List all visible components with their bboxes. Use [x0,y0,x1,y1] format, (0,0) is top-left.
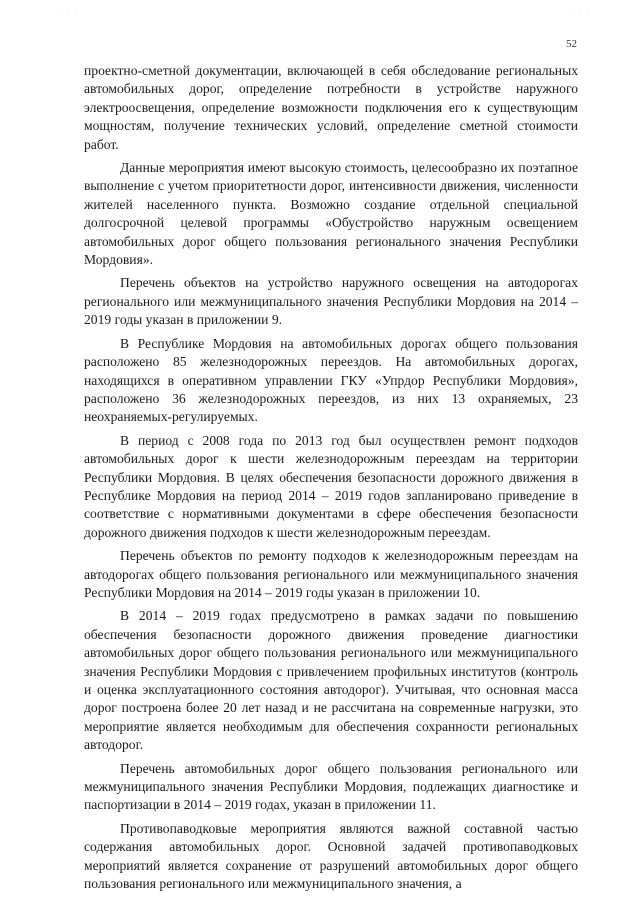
paragraph: Перечень объектов по ремонту подходов к железнодорожным переездам на автодорогах общего пользования регионального или межмуниципального значения Республики Мордовия на 2014 – 2019 годы указан в приложении 10. [84,548,578,600]
paragraph: проектно-сметной документации, включающей в себя обследование региональных автомобильных дорог, определение потребности в устройстве наружного электроосвещения, определение возможности подключения его к существующим мощностям, получение технических условий, определение сметной стоимости работ. [84,63,578,152]
paragraph: Перечень автомобильных дорог общего пользования регионального или межмуниципального значения Республики Мордовия, подлежащих диагностике и паспортизации в 2014 – 2019 годах, указан в приложении 11. [84,760,578,813]
paragraph: В 2014 – 2019 годах предусмотрено в рамках задачи по повышению обеспечения безопасности дорожного движения проведение диагностики автомобильных дорог общего пользования регионального или межмуниципального значения Республики Мордовия с привлечением профильных институтов (контроль и оценка эксплуатационного состояния автодорог). Учитывая, что основная масса дорог построена более 20 лет назад и не рассчитана на современные нагрузки, это мероприятие является необходимым для обеспечения сохранности региональных автодорог. [84,608,578,753]
paragraph: Перечень объектов на устройство наружного освещения на автодорогах регионального или межмуниципального значения Республики Мордовия на 2014 – 2019 годы указан в приложении 9. [84,275,578,328]
paragraph: Данные мероприятия имеют высокую стоимость, целесообразно их поэтапное выполнение с учетом приоритетности дорог, интенсивности движения, численности жителей населенного пункта. Возможно создание отдельной специальной долгосрочной целевой программы «Обустройство наружным освещением автомобильных дорог общего пользования регионального значения Республики Мордовия». [84,160,578,268]
page-number: 52 [566,38,577,50]
document-body [84,62,578,898]
scan-marks [0,6,640,16]
paragraph: В Республике Мордовия на автомобильных дорогах общего пользования расположено 85 железнодорожных переездов. На автомобильных дорогах, находящихся в оперативном управлении ГКУ «Упрдор Республики Мордовия», расположено 36 железнодорожных переездов, из них 13 охраняемых, 23 неохраняемых-регулируемых. [84,335,578,425]
paragraph: В период с 2008 года по 2013 год был осуществлен ремонт подходов автомобильных дорог к шести железнодорожным переездам на территории Республики Мордовия. В целях обеспечения безопасности дорожного движения в Республике Мордовия на период 2014 – 2019 годов запланировано приведение в соответствие с нормативными документами в сфере обеспечения безопасности дорожного движения подходов к шести железнодорожным переездам. [84,432,578,540]
paragraph: Противопаводковые мероприятия являются важной составной частью содержания автомобильных дорог. Основной задачей противопаводковых мероприятий является сохранение от разрушений автомобильных дорог общего пользования регионального или межмуниципального значения, а [84,820,578,892]
scan-mark-left: · · · [60,6,79,12]
scan-mark-right: · · · [572,6,591,12]
